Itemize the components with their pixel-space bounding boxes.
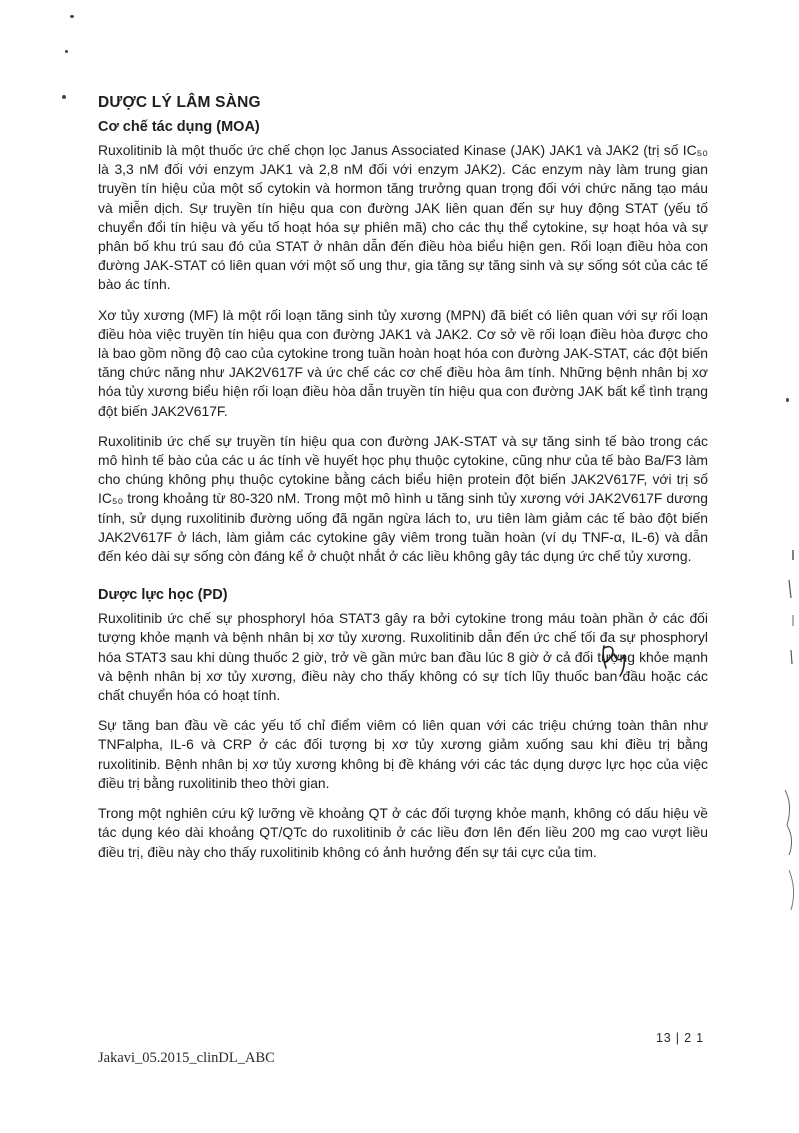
paragraph: Ruxolitinib là một thuốc ức chế chọn lọc Janus Associated Kinase (JAK) JAK1 và JAK2 (trị số IC₅₀ là 3,3 nM đối với enzym JAK1 và 2,8 nM đối với enzym JAK2). Các enzym này làm trung gian truyền tín hiệu của một số cytokin và hormon tăng trưởng quan trọng đối với chức năng tạo máu và miễn dịch. Sự truyền tín hiệu qua con đường JAK liên quan đến sự huy động STAT (yếu tố chuyển đổi tín hiệu và yếu tố hoạt hóa sự phiên mã) cho các thụ thể cytokine, sự hoạt hóa và sự phân bố khu trú sau đó của STAT ở nhân dẫn đến điều hòa biểu hiện gen. Rối loạn điều hòa con đường JAK-STAT có liên quan với một số ung thư, gia tăng sự tăng sinh và sự sống sót của các tế bào ác tính.: [98, 142, 708, 293]
paragraph: Sự tăng ban đầu về các yếu tố chỉ điểm viêm có liên quan với các triệu chứng toàn thân như TNFalpha, IL-6 và CRP ở các đối tượng bị xơ tủy xương giảm xuống sau khi điều trị bằng ruxolitinib. Bệnh nhân bị xơ tủy xương không bị đề kháng với các tác dụng dược lực học của việc điều trị bằng ruxolitinib theo thời gian.: [98, 717, 708, 791]
scan-edge-marks: [779, 540, 799, 960]
scan-speck: [786, 398, 789, 402]
paragraph: Ruxolitinib ức chế sự phosphoryl hóa STAT3 gây ra bởi cytokine trong máu toàn phần ở các đối tượng khỏe mạnh và bệnh nhân bị xơ tủy xương. Ruxolitinib dẫn đến ức chế tối đa sự phosphoryl hóa STAT3 sau khi dùng thuốc 2 giờ, trở về gần mức ban đầu lúc 8 giờ ở cả đối tượng khỏe mạnh và bệnh nhân bị xơ tủy xương, điều này cho thấy không có sự tích lũy thuốc ban đầu hoặc các chất chuyển hóa có hoạt tính.: [98, 610, 708, 704]
document-title: DƯỢC LÝ LÂM SÀNG: [98, 94, 261, 111]
section-moa: [98, 119, 708, 566]
page-number: 13 | 2 1: [656, 1031, 704, 1045]
section-heading-moa: Cơ chế tác dụng (MOA): [98, 119, 260, 135]
scan-speck: [65, 50, 68, 53]
paragraph: Trong một nghiên cứu kỹ lưỡng về khoảng QT ở các đối tượng khỏe mạnh, không có dấu hiệu về tác dụng kéo dài khoảng QT/QTc do ruxolitinib ở các liều đơn lên đến liều 200 mg cao vượt liều điều trị, điều này cho thấy ruxolitinib không có ảnh hưởng đến sự tái cực của tim.: [98, 805, 708, 860]
scan-speck: [62, 95, 66, 99]
handwritten-initials-icon: [598, 640, 634, 678]
section-heading-pd: Dược lực học (PD): [98, 587, 228, 604]
scan-speck: [70, 15, 74, 18]
paragraph: Xơ tủy xương (MF) là một rối loạn tăng sinh tủy xương (MPN) đã biết có liên quan với sự rối loạn điều hòa việc truyền tín hiệu qua con đường JAK1 và JAK2. Cơ sở về rối loạn điều hòa được cho là bao gồm nồng độ cao của cytokine trong tuần hoàn hoạt hóa con đường JAK-STAT, các đột biến tăng chức năng như JAK2V617F và ức chế các cơ chế điều hòa âm tính. Những bệnh nhân bị xơ hóa tủy xương biểu hiện rối loạn điều hòa dẫn truyền tín hiệu qua con đường JAK bất kể tình trạng đột biến JAK2V617F.: [98, 306, 708, 419]
document-body: [98, 94, 708, 873]
section-pd: [98, 587, 708, 861]
footer-filename: Jakavi_05.2015_clinDL_ABC: [98, 1050, 275, 1066]
paragraph: Ruxolitinib ức chế sự truyền tín hiệu qua con đường JAK-STAT và sự tăng sinh tế bào trong các mô hình tế bào của các u ác tính về huyết học phụ thuộc cytokine, cũng như của tế bào Ba/F3 làm cho chúng không phụ thuộc cytokine bằng cách biểu hiện protein đột biến JAK2V617F, với trị số IC₅₀ trong khoảng từ 80-320 nM. Trong một mô hình u tăng sinh tủy xương với JAK2V617F dương tính, sử dụng ruxolitinib đường uống đã ngăn ngừa lách to, ưu tiên làm giảm các tế bào đột biến JAK2V617F ở lách, làm giảm các cytokine gây viêm trong tuần hoàn (ví dụ TNF-α, IL-6) và dẫn đến kéo dài sự sống còn đáng kể ở chuột nhắt ở các liều không gây tác dụng ức chế tủy xương.: [98, 432, 708, 565]
